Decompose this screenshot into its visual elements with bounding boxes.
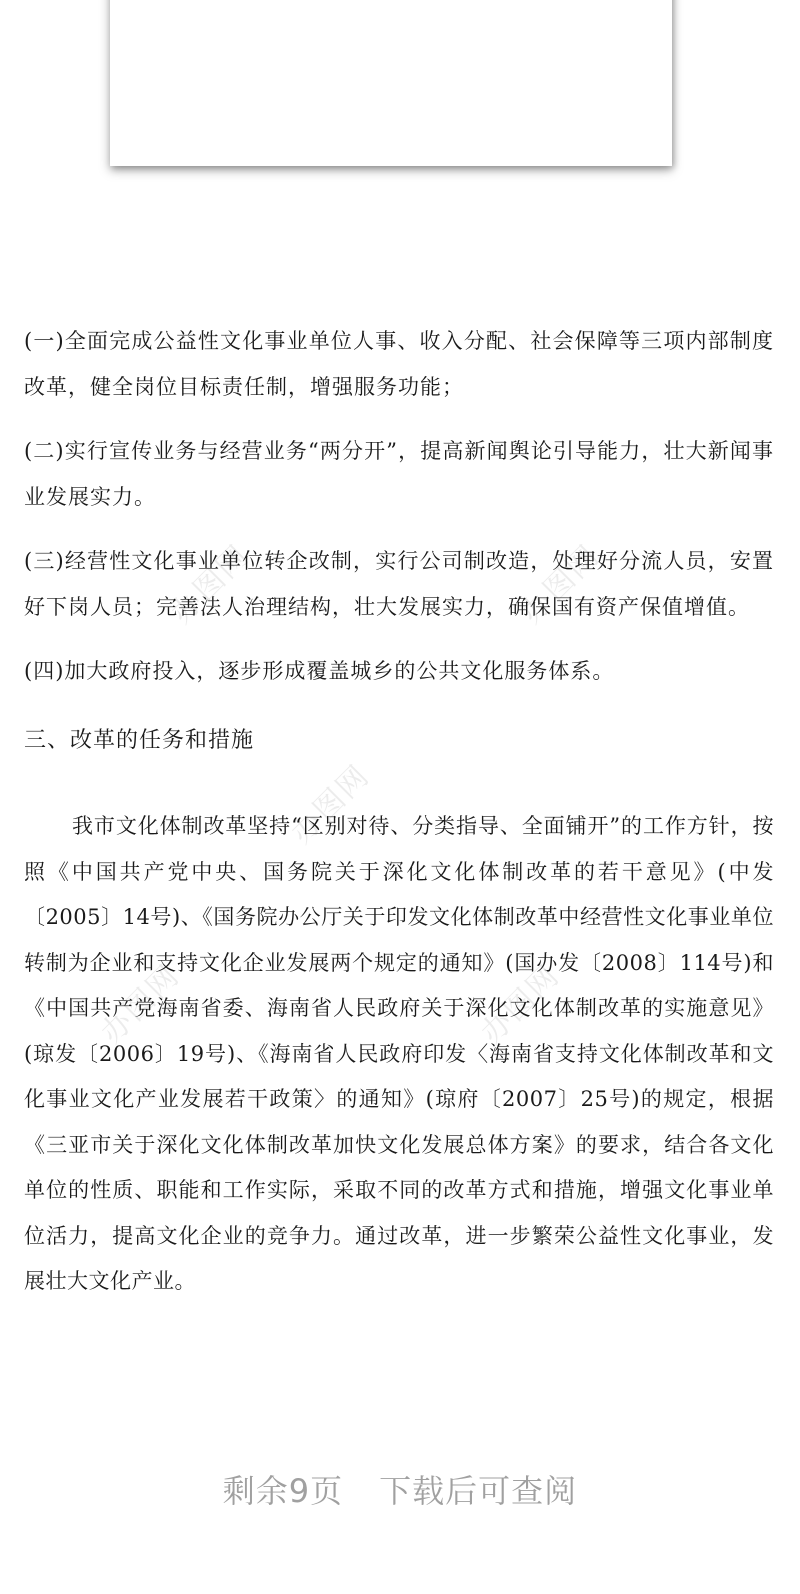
body-paragraph: 我市文化体制改革坚持“区别对待、分类指导、全面铺开”的工作方针，按照《中国共产党中央、国务院关于深化文化体制改革的若干意见》(中发〔2005〕14号)、《国务院办公厅关于印发文化体制改革中经营性文化事业单位转制为企业和支持文化企业发展两个规定的通知》(国办发〔2008〕114号)和《中国共产党海南省委、海南省人民政府关于深化文化体制改革的实施意见》(琼发〔2006〕19号)、《海南省人民政府印发〈海南省支持文化体制改革和文化事业文化产业发展若干政策〉的通知》(琼府〔2007〕25号)的规定，根据《三亚市关于深化文化体制改革加快文化发展总体方案》的要求，结合各文化单位的性质、职能和工作实际，采取不同的改革方式和措施，增强文化事业单位活力，提高文化企业的竞争力。通过改革，进一步繁荣公益性文化事业，发展壮大文化产业。 (24, 814, 774, 1293)
list-item: (一)全面完成公益性文化事业单位人事、收入分配、社会保障等三项内部制度改革，健全岗位目标责任制，增强服务功能； (24, 329, 774, 399)
watermark: 办图网 (284, 758, 377, 851)
download-to-read-label[interactable]: 下载后可查阅 (379, 1472, 578, 1510)
watermark: 办图网 (164, 538, 257, 631)
list-item: (四)加大政府投入，逐步形成覆盖城乡的公共文化服务体系。 (24, 659, 615, 683)
document-body (24, 318, 774, 1305)
list-item: (三)经营性文化事业单位转企改制，实行公司制改造，处理好分流人员，安置好下岗人员；完善法人治理结构，壮大发展实力，确保国有资产保值增值。 (24, 549, 774, 619)
watermark: 办图网 (514, 538, 607, 631)
watermark: 办图网 (94, 958, 187, 1051)
watermark: 办图网 (474, 958, 567, 1051)
previous-page-card (110, 0, 672, 166)
list-item: (二)实行宣传业务与经营业务“两分开”，提高新闻舆论引导能力，壮大新闻事业发展实力。 (24, 439, 774, 509)
download-prompt[interactable] (0, 1466, 800, 1512)
section-heading: 三、改革的任务和措施 (24, 728, 255, 753)
remaining-pages-label: 剩余9页 (222, 1472, 344, 1510)
